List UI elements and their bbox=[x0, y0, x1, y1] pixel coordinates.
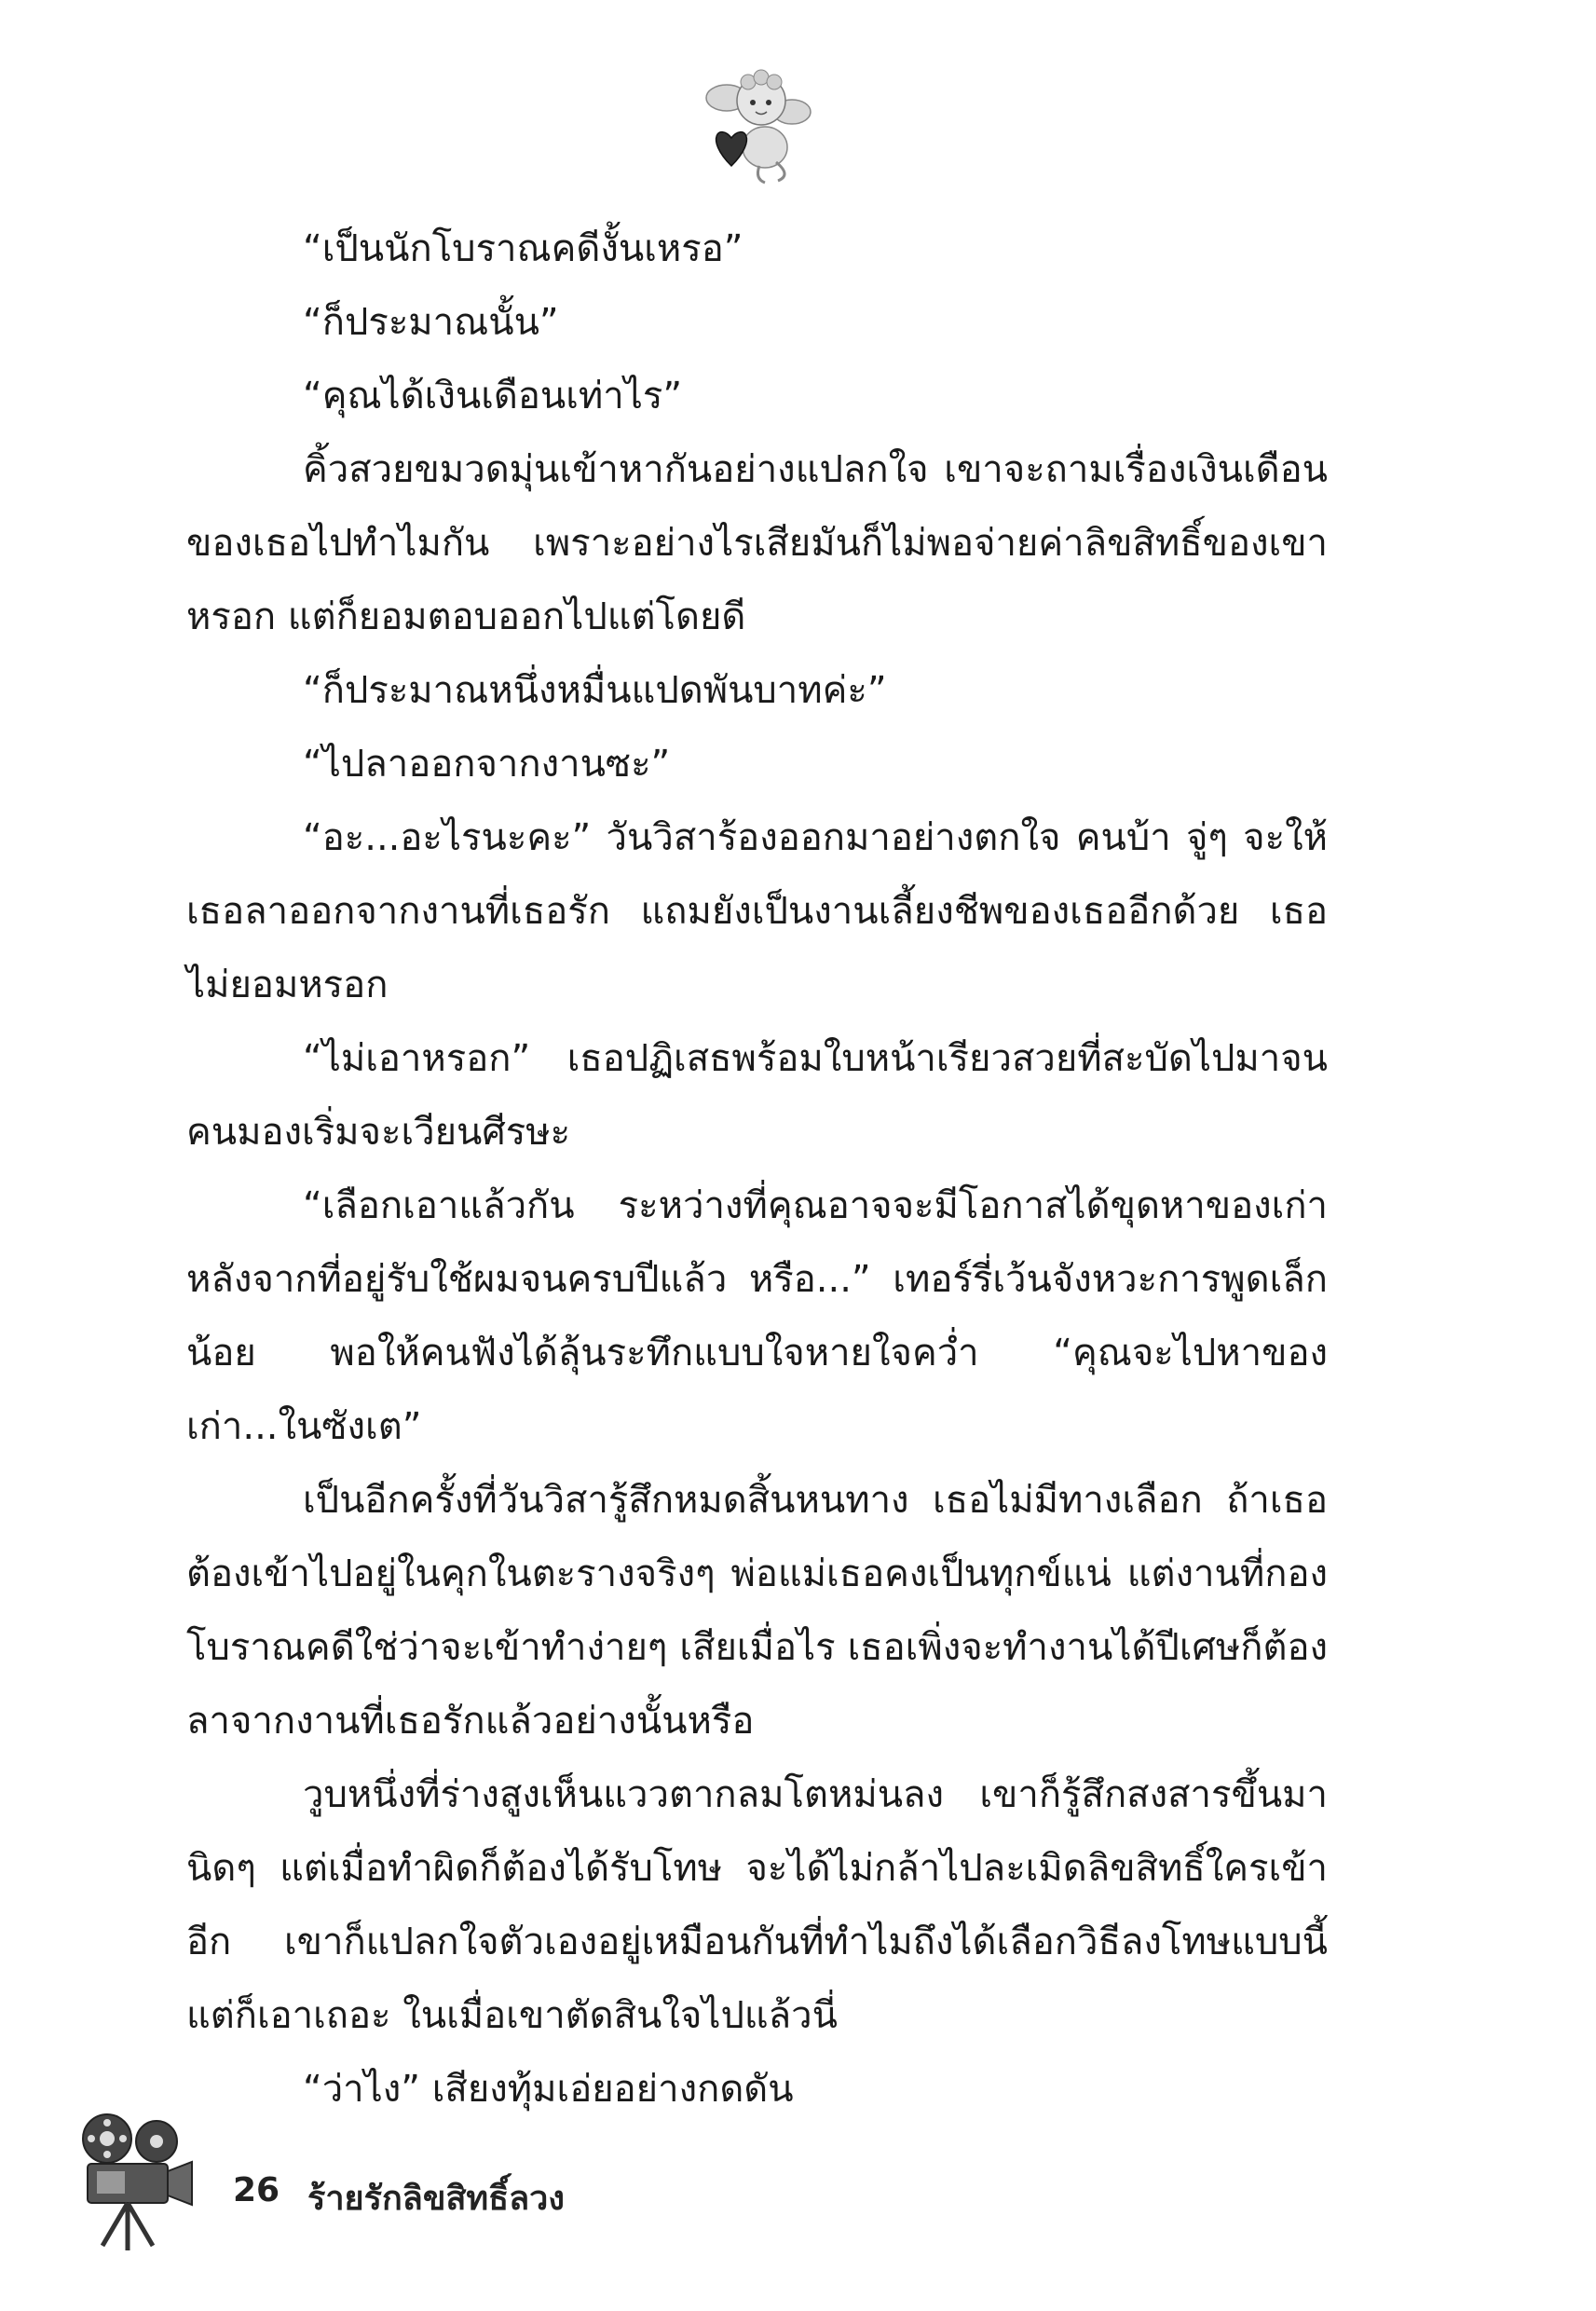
paragraph: “คุณได้เงินเดือนเท่าไร” bbox=[303, 375, 683, 417]
film-camera-icon bbox=[75, 2106, 196, 2255]
book-title: ร้ายรักลิขสิทธิ์ลวง bbox=[307, 2180, 565, 2218]
paragraph: คิ้วสวยขมวดมุ่นเข้าหากันอย่างแปลกใจ เขาจะถามเรื่องเงินเดือนของเธอไปทำไมกัน เพราะอย่างไรเสียมันก็ไม่พอจ่ายค่าลิขสิทธิ์ของเขาหรอก แต่ก็ยอมตอบออกไปแต่โดยดี bbox=[186, 448, 1328, 638]
paragraph: “เป็นนักโบราณคดีงั้นเหรอ” bbox=[303, 227, 743, 270]
paragraph: “ว่าไง” เสียงทุ้มเอ่ยอย่างกดดัน bbox=[303, 2068, 794, 2111]
cupid-heart-icon bbox=[703, 65, 815, 186]
paragraph: เป็นอีกครั้งที่วันวิสารู้สึกหมดสิ้นหนทาง เธอไม่มีทางเลือก ถ้าเธอต้องเข้าไปอยู่ในคุกในตะรางจริงๆ พ่อแม่เธอคงเป็นทุกข์แน่ แต่งานที่กองโบราณคดีใช่ว่าจะเข้าทำง่ายๆ เสียเมื่อไร เธอเพิ่งจะทำงานได้ปีเศษก็ต้องลาจากงานที่เธอรักแล้วอย่างนั้นหรือ bbox=[186, 1479, 1328, 1743]
body-text bbox=[186, 212, 1328, 2126]
paragraph: “ไปลาออกจากงานซะ” bbox=[303, 743, 671, 786]
paragraph: วูบหนึ่งที่ร่างสูงเห็นแววตากลมโตหม่นลง เขาก็รู้สึกสงสารขึ้นมานิดๆ แต่เมื่อทำผิดก็ต้องได้รับโทษ จะได้ไม่กล้าไปละเมิดลิขสิทธิ์ใครเข้าอีก เขาก็แปลกใจตัวเองอยู่เหมือนกันที่ทำไมถึงได้เลือกวิธีลงโทษแบบนี้ แต่ก็เอาเถอะ ในเมื่อเขาตัดสินใจไปแล้วนี่ bbox=[186, 1773, 1328, 2037]
paragraph: “เลือกเอาแล้วกัน ระหว่างที่คุณอาจจะมีโอกาสได้ขุดหาของเก่าหลังจากที่อยู่รับใช้ผมจนครบปีแล้ว หรือ...” เทอร์รี่เว้นจังหวะการพูดเล็กน้อย พอให้คนฟังได้ลุ้นระทึกแบบใจหายใจคว่ำ “คุณจะไปหาของเก่า...ในซังเต” bbox=[186, 1184, 1328, 1448]
paragraph: “อะ...อะไรนะคะ” วันวิสาร้องออกมาอย่างตกใจ คนบ้า จู่ๆ จะให้เธอลาออกจากงานที่เธอรัก แถมยังเป็นงานเลี้ยงชีพของเธออีกด้วย เธอไม่ยอมหรอก bbox=[186, 816, 1328, 1006]
paragraph: “ก็ประมาณนั้น” bbox=[303, 301, 559, 344]
paragraph: “ก็ประมาณหนึ่งหมื่นแปดพันบาทค่ะ” bbox=[303, 669, 887, 712]
paragraph: “ไม่เอาหรอก” เธอปฏิเสธพร้อมใบหน้าเรียวสวยที่สะบัดไปมาจนคนมองเริ่มจะเวียนศีรษะ bbox=[186, 1037, 1328, 1154]
page-number: 26 bbox=[233, 2171, 280, 2209]
page-footer bbox=[75, 2106, 820, 2255]
